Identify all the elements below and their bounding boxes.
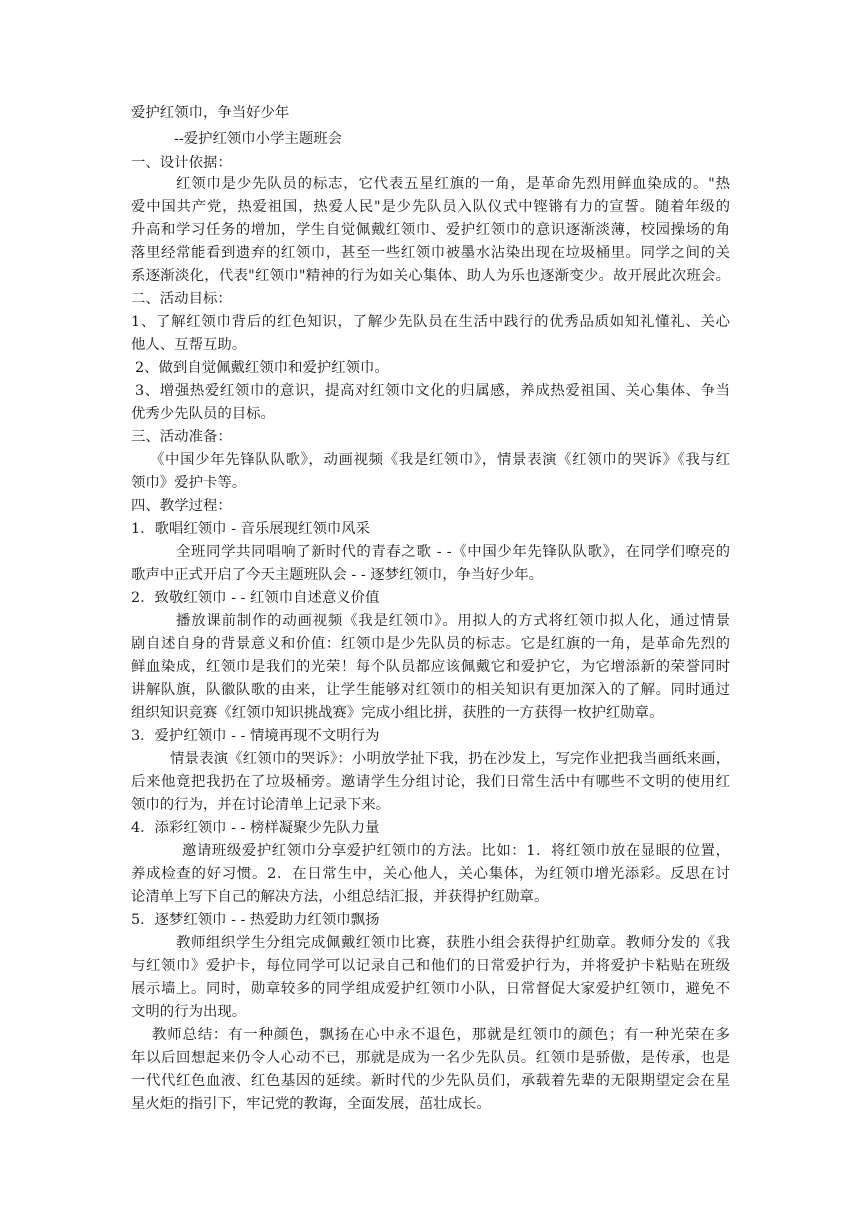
body-line: 剧自述自身的背景意义和价值：红领巾是少先队员的标志。它是红旗的一角，是革命先烈的 (131, 636, 730, 652)
body-line: 领巾的行为，并在讨论清单上记录下来。 (131, 797, 391, 813)
body-line: 落里经常能看到遗弃的红领巾，甚至一些红领巾被墨水沾染出现在垃圾桶里。同学之间的关 (131, 245, 730, 261)
body-line: 全班同学共同唱响了新时代的青春之歌 - -《中国少年先锋队队歌》，在同学们嘹亮的 (176, 544, 730, 560)
body-line: 组织知识竞赛《红领巾知识挑战赛》完成小组比拼，获胜的一方获得一枚护红勋章。 (131, 705, 664, 721)
section-heading: 二、活动目标： (131, 291, 232, 307)
body-line: 歌声中正式开启了今天主题班队会 - - 逐梦红领巾，争当好少年。 (131, 567, 543, 583)
body-line: 后来他竟把我扔在了垃圾桶旁。邀请学生分组讨论，我们日常生活中有哪些不文明的使用红 (131, 774, 730, 790)
body-line: 邀请班级爱护红领巾分享爱护红领巾的方法。比如：1．将红领巾放在显眼的位置， (182, 843, 730, 859)
section-heading: 四、教学过程： (131, 498, 232, 514)
body-line: 鲜血染成，红领巾是我们的光荣！每个队员都应该佩戴它和爱护它，为它增添新的荣誉同时 (131, 659, 730, 675)
body-line: 养成检查的好习惯。2．在日常生中，关心他人，关心集体，为红领巾增光添彩。反思在讨 (131, 866, 730, 882)
document-title: 爱护红领巾，争当好少年 (131, 105, 290, 121)
body-line: 他人、互帮互助。 (131, 337, 247, 353)
summary-line: 一代代红色血液、红色基因的延续。新时代的少先队员们，承载着先辈的无限期望定会在星 (131, 1073, 730, 1089)
body-line: 2、做到自觉佩戴红领巾和爱护红领巾。 (135, 360, 389, 376)
body-line: 论清单上写下自己的解决方法，小组总结汇报，并获得护红勋章。 (131, 889, 549, 905)
body-line: 爱中国共产党，热爱祖国，热爱人民"是少先队员入队仪式中铿锵有力的宣誓。随着年级的 (131, 199, 730, 215)
body-line: 1、了解红领巾背后的红色知识，了解少先队员在生活中践行的优秀品质如知礼懂礼、关心 (131, 314, 730, 330)
body-line: 播放课前制作的动画视频《我是红领巾》。用拟人的方式将红领巾拟人化，通过情景 (176, 613, 730, 629)
summary-line: 教师总结：有一种颜色，飘扬在心中永不退色，那就是红领巾的颜色；有一种光荣在多 (152, 1027, 730, 1043)
body-line: 情景表演《红领巾的哭诉》：小明放学扯下我，扔在沙发上，写完作业把我当画纸来画， (170, 751, 730, 767)
body-line: 文明的行为出现。 (131, 1004, 247, 1020)
step-heading: 1．歌唱红领巾 - 音乐展现红领巾风采 (131, 521, 371, 537)
document-subtitle: --爱护红领巾小学主题班会 (174, 131, 343, 147)
step-heading: 2．致敬红领巾 - - 红领巾自述意义价值 (131, 590, 380, 606)
body-line: 《中国少年先锋队队歌》，动画视频《我是红领巾》，情景表演《红领巾的哭诉》《我与红 (150, 452, 730, 468)
body-line: 讲解队旗，队徽队歌的由来，让学生能够对红领巾的相关知识有更加深入的了解。同时通过 (131, 682, 730, 698)
section-heading: 三、活动准备： (131, 429, 232, 445)
step-heading: 4．添彩红领巾 - - 榜样凝聚少先队力量 (131, 820, 380, 836)
summary-line: 年以后回想起来仍令人心动不已，那就是成为一名少先队员。红领巾是骄傲，是传承，也是 (131, 1050, 730, 1066)
step-heading: 3．爱护红领巾 - - 情境再现不文明行为 (131, 728, 380, 744)
body-line: 展示墙上。同时，勋章较多的同学组成爱护红领巾小队，日常督促大家爱护红领巾，避免不 (131, 981, 730, 997)
body-line: 3、增强热爱红领巾的意识，提高对红领巾文化的归属感，养成热爱祖国、关心集体、争当 (135, 383, 730, 399)
section-heading: 一、设计依据： (131, 155, 232, 171)
body-line: 红领巾是少先队员的标志，它代表五星红旗的一角，是革命先烈用鲜血染成的。"热 (176, 176, 730, 192)
body-line: 升高和学习任务的增加，学生自觉佩戴红领巾、爱护红领巾的意识逐渐淡薄，校园操场的角 (131, 222, 730, 238)
body-line: 与红领巾》爱护卡，每位同学可以记录自己和他们的日常爱护行为，并将爱护卡粘贴在班级 (131, 958, 730, 974)
step-heading: 5．逐梦红领巾 - - 热爱助力红领巾飘扬 (131, 912, 380, 928)
summary-line: 星火炬的指引下，牢记党的教诲，全面发展，茁壮成长。 (131, 1096, 491, 1112)
body-line: 系逐渐淡化，代表"红领巾"精神的行为如关心集体、助人为乐也逐渐变少。故开展此次班会。 (131, 268, 730, 284)
body-line: 领巾》爱护卡等。 (131, 475, 247, 491)
body-line: 优秀少先队员的目标。 (131, 406, 275, 422)
body-line: 教师组织学生分组完成佩戴红领巾比赛，获胜小组会获得护红勋章。教师分发的《我 (176, 935, 730, 951)
